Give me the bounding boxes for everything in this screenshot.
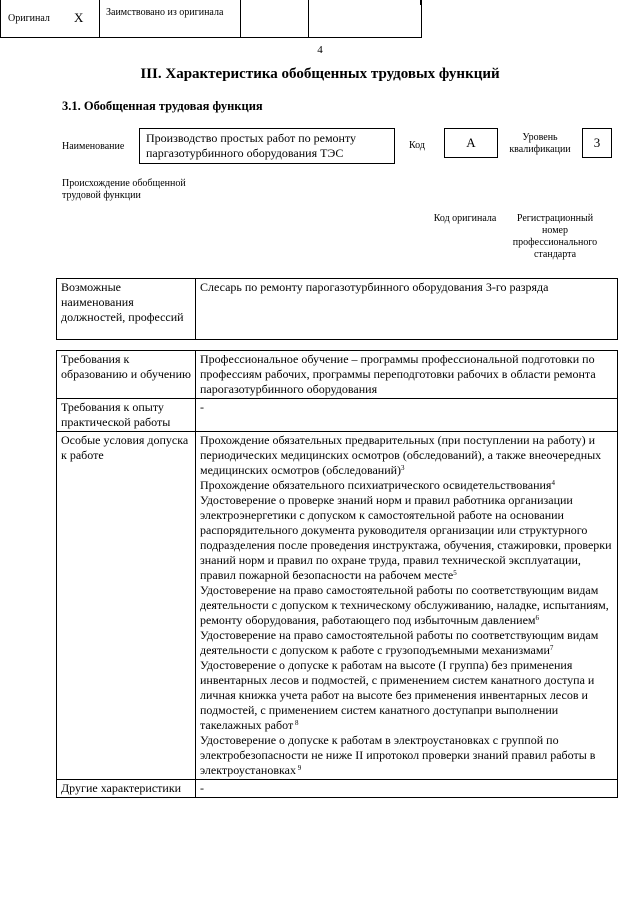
registration-number-caption: Регистрационный номер профессионального стандарта — [512, 213, 598, 260]
level-label: Уровень квалификации — [509, 132, 571, 155]
experience-label: Требования к опыту практической работы — [57, 399, 196, 432]
origin-label: Происхождение обобщенной трудовой функции — [62, 178, 186, 201]
condition-item: Прохождение обязательных предварительных (при поступлении на работу) и периодических медицинских осмотров (обследований), а также внеочередных медицинских осмотров (обследований)$^3$ — [200, 433, 602, 477]
code-original-caption: Код оригинала — [433, 213, 497, 224]
footnote-ref: 8 — [293, 719, 299, 727]
name-label: Наименование — [62, 141, 125, 152]
origin-divider — [99, 0, 100, 37]
positions-value: Слесарь по ремонту парогазотурбинного оборудования 3-го разряда — [196, 279, 618, 340]
origin-tick — [420, 0, 421, 5]
table-row — [57, 432, 618, 780]
borrowed-label: Заимствовано из оригинала — [106, 7, 224, 18]
footnote-ref: 4 — [551, 479, 555, 487]
conditions-label: Особые условия допуска к работе — [57, 432, 196, 780]
origin-divider — [308, 0, 309, 37]
requirements-table — [56, 350, 618, 798]
section-title: III. Характеристика обобщенных трудовых функций — [140, 66, 500, 82]
section-subtitle: 3.1. Обобщенная трудовая функция — [62, 99, 263, 113]
positions-label: Возможные наименования должностей, профессий — [57, 279, 196, 340]
footnote-ref: 7 — [549, 644, 554, 652]
table-row — [57, 399, 618, 432]
conditions-value — [196, 432, 618, 780]
footnote-ref: 9 — [295, 764, 302, 772]
footnote-ref: 5 — [453, 569, 457, 577]
other-value: - — [196, 780, 618, 798]
level-value: 3 — [582, 128, 612, 158]
condition-item: Удостоверение на право самостоятельной работы по соответствующим видам деятельности с допуском к техническому обслуживанию, наладке, испытаниям, ремонту оборудования, работающего под избыточным давлением$^6$ — [200, 583, 609, 627]
origin-divider — [240, 0, 241, 37]
origin-tick — [0, 0, 1, 5]
code-label: Код — [409, 140, 425, 151]
original-mark: Х — [74, 10, 84, 25]
experience-value: - — [196, 399, 618, 432]
condition-item: Прохождение обязательного психиатрического освидетельствования$^4$ — [200, 478, 555, 492]
original-label: Оригинал — [8, 13, 50, 24]
education-label: Требования к образованию и обучению — [57, 351, 196, 399]
code-value: А — [444, 128, 498, 158]
positions-table — [56, 278, 618, 340]
table-row — [57, 780, 618, 798]
function-name-value: Производство простых работ по ремонту паргазотурбинного оборудования ТЭС — [139, 128, 395, 164]
condition-item: Удостоверение о проверке знаний норм и правил работника организации электроэнергетики с допуском к самостоятельной работе на основании распорядительного документа руководителя организации или структурного подразделения после проведения инструктажа, обучения, стажировки, проверки знаний норм и правил по охране труда, правил технической эксплуатации, правил пожарной безопасности на рабочем месте$^5$ — [200, 493, 612, 582]
education-value: Профессиональное обучение – программы профессиональной подготовки по профессиям рабочих, программы переподготовки рабочих в области ремонта парогазотурбинного оборудования — [196, 351, 618, 399]
table-row — [57, 279, 618, 340]
page-number: 4 — [317, 44, 323, 56]
condition-item: Удостоверение на право самостоятельной работы по соответствующим видам деятельности с допуском к работе с грузоподъемными механизмами$^7$ — [200, 628, 599, 657]
condition-item: Удостоверение о допуске к работам на высоте (I группа) без применения инвентарных лесов и подмостей, с применением систем канатного доступа и личная книжка учета работ на высоте без применения инвентарных лесов и подмостей, с применением систем канатного доступапри выполнении такелажных работ $^8$ — [200, 658, 595, 732]
condition-item: Удостоверение о допуске к работам в электроустановках с группой по электробезопасности не ниже II ипротокол проверки знаний правил работы в электроустановках $^9$ — [200, 733, 596, 777]
origin-row — [0, 0, 422, 38]
footnote-ref: 6 — [535, 614, 539, 622]
footnote-ref: 3 — [401, 464, 405, 472]
other-label: Другие характеристики — [57, 780, 196, 798]
table-row — [57, 351, 618, 399]
